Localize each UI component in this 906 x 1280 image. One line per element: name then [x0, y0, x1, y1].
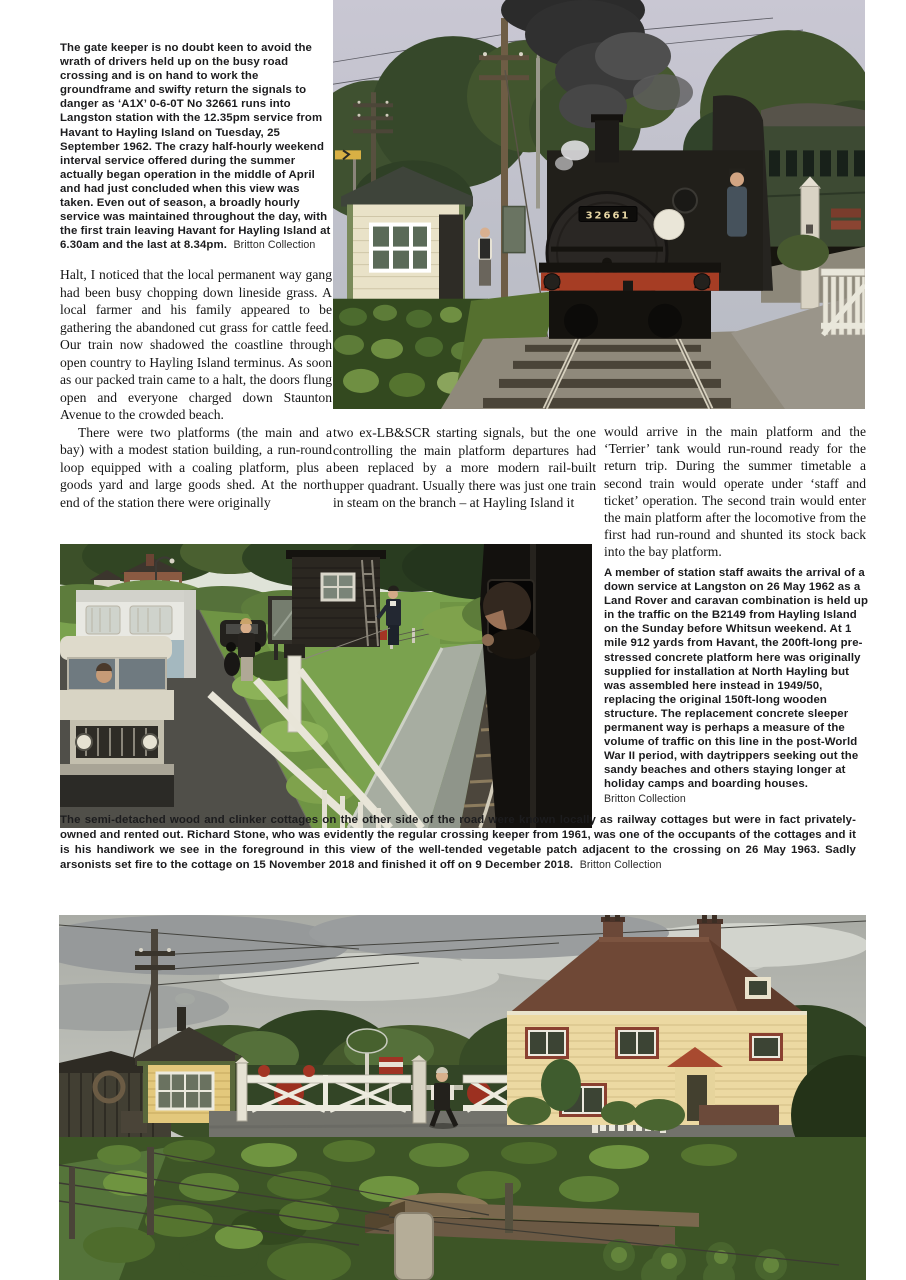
caption-top-left-paragraph: [60, 41, 333, 252]
caption-right-credit: Britton Collection: [604, 792, 686, 805]
cab-spectacle-window: [673, 188, 697, 212]
caption-top-left: [60, 41, 333, 252]
svg-text:32661: 32661: [585, 210, 631, 222]
body-paragraph: There were two platforms (the main and a bay) with a modest station building, a run-round loop equipped with a coaling platform, plus a goods yard and large goods shed. At the north end of the station there were originally: [60, 424, 332, 510]
green-station-sign: [347, 1029, 387, 1053]
caption-right-paragraph: [604, 566, 870, 806]
crossing-gate: [821, 269, 865, 335]
photo-langston-platform: [60, 544, 592, 828]
body-paragraph: two ex-LB&SCR starting signals, but the one controlling the main platform departures had been replaced by a more modern rail-built upper quadrant. Usually there was just one train in steam on the branch – at Hayling Island it: [333, 425, 596, 510]
number-plate: [579, 207, 637, 222]
body-paragraph: Halt, I noticed that the local permanent way gang had been busy chopping down lineside grass. A local farmer and his family appeared to be gathering the abandoned cut grass for cattle feed. Our train now shadowed the coastline through open country to Hayling Island terminus. As soon as our packed train came to a halt, the doors flung open and everyone charged down Staunton Avenue to the crowded beach.: [60, 267, 332, 422]
photo-locomotive-langston: [333, 0, 865, 409]
headcode-disc: [654, 210, 684, 240]
caption-bottom-paragraph: [60, 813, 856, 873]
sapling: [541, 1059, 581, 1111]
body-column-left: [60, 266, 332, 511]
body-column-middle: [333, 424, 596, 512]
caption-right-column: [604, 566, 870, 806]
vegetable-garden: [59, 1137, 866, 1280]
train-carriage: [480, 544, 592, 828]
caption-bottom-text: The semi-detached wood and clinker cottages on the other side of the road were known locally as railway cottages but were in fact privately-owned and rented out. Richard Stone, who was evidently the regular crossing keeper from 1961, was one of the occupants of the cottages and it is his handiwork we see in the foreground in this view of the well-tended vegetable patch adjacent to the crossing on 26 May 1963. Sadly arsonists set fire to the cottage on 15 November 2018 and finished it off on 9 December 2018.: [60, 814, 856, 871]
concrete-post: [395, 1213, 433, 1280]
photo-level-crossing-cottage: [59, 915, 866, 1280]
station-hut: [286, 550, 386, 647]
bush: [777, 235, 829, 271]
caption-top-left-text: The gate keeper is no doubt keen to avoid the wrath of drivers held up on the busy road crossing and is on hand to work the groundframe and swifty return the signals to danger as ‘A1X’ 0-6-0T No 32661 runs into Langston station with the 12.35pm service from Havant to Hayling Island on Tuesday, 25 September 1962. The crazy half-hourly weekend interval service offered during the summer actually began operation in the middle of April and had just concluded when this view was taken. Even out of season, a broadly hourly service was maintained throughout the day, with the first train leaving Havant for Hayling Island at 6.30am and the last at 8.34pm.: [60, 42, 331, 252]
caption-bottom-credit: Britton Collection: [579, 859, 662, 871]
body-paragraph: would arrive in the main platform and the ‘Terrier’ tank would run-round ready for the return trip. During the summer timetable a second train would operate under ‘staff and ticket’ operation. The second train would enter the main platform after the locomotive from the first had run-round and shunted its stock back into the bay platform.: [604, 424, 866, 560]
gate-lamp: [303, 1065, 315, 1077]
land-rover: [60, 636, 174, 807]
caption-top-left-credit: Britton Collection: [233, 239, 316, 252]
red-warning-sign: [379, 1057, 403, 1074]
equipment-cabinet: [503, 207, 525, 253]
body-column-right: [604, 423, 866, 561]
caption-bottom: [60, 813, 856, 873]
gate-lamp: [258, 1065, 270, 1077]
caption-right-text: A member of station staff awaits the arrival of a down service at Langston on 26 May 1962 as a Land Rover and caravan combination is held up in the traffic on the B2149 from Hayling Island on the Sunday before Whitsun weekend. At 1 mile 912 yards from Havant, the 200ft-long pre-stressed concrete platform here was originally supplied for installation at North Hayling but was assembled here instead in 1949/50, replacing the original 150ft-long wooden structure. The replacement concrete sleeper permanent way is perhaps a measure of the volume of traffic on this line in the post-World War II period, with daytrippers seeking out the sandy beaches and others staying longer at holiday camps and boarding houses.: [604, 567, 869, 791]
